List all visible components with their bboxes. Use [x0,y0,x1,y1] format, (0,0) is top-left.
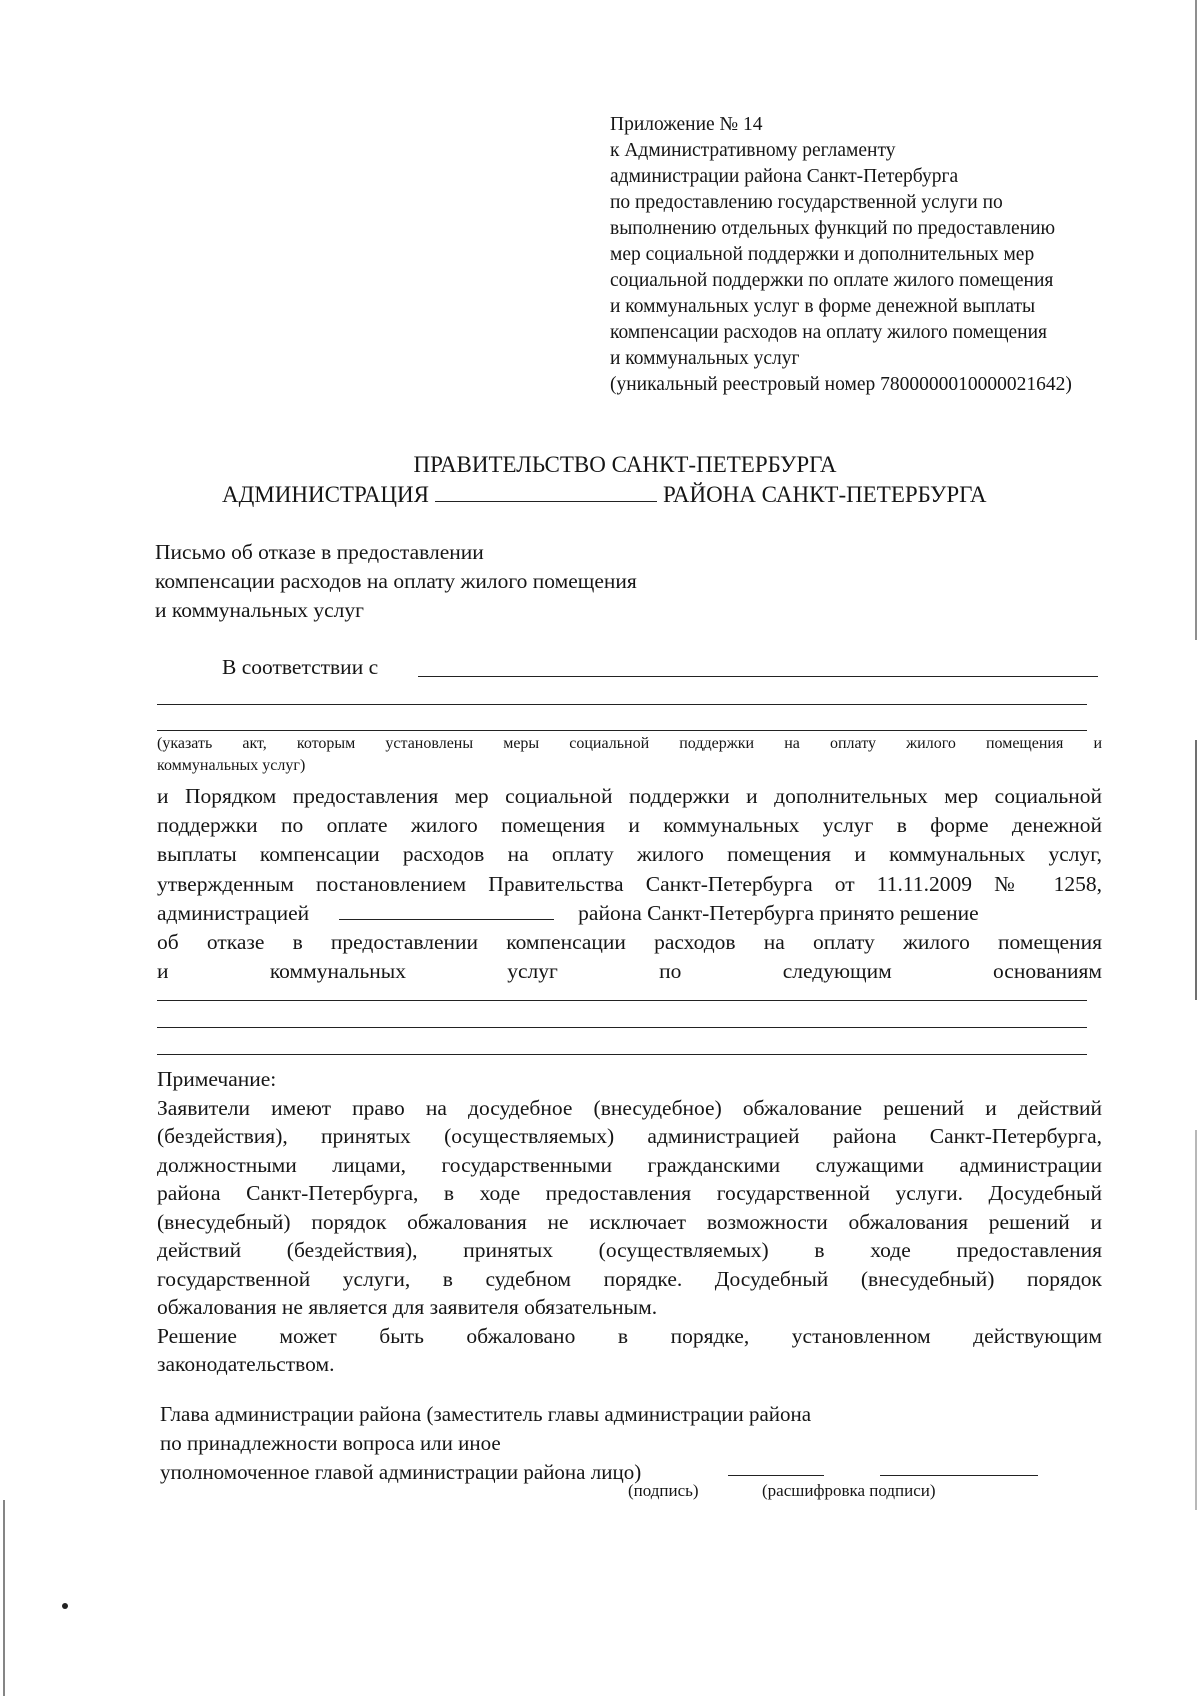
hint-line: (указать акт, которым установлены меры социальной поддержки на оплату жилого помещения и [157,735,1102,752]
note-line: Заявители имеют право на досудебное (внесудебное) обжалование решений и действий [157,1095,1102,1120]
note-line: законодательством. [157,1352,335,1376]
admin-prefix: АДМИНИСТРАЦИЯ [222,482,429,507]
signatory-line: по принадлежности вопроса или иное [160,1431,501,1455]
appendix-header [610,112,1170,398]
accordance-label: В соответствии с [222,655,379,679]
paragraph-line: и коммунальных услуг по следующим основаниям [157,959,1102,984]
letter-title-line: компенсации расходов на оплату жилого помещения [155,569,637,593]
paragraph-line: выплаты компенсации расходов на оплату жилого помещения и коммунальных услуг, [157,842,1102,867]
appendix-line: социальной поддержки по оплате жилого помещения [610,270,1054,291]
appendix-line: Приложение № 14 [610,114,763,135]
name-blank-line[interactable] [880,1475,1038,1476]
letter-title-line: Письмо об отказе в предоставлении [155,540,484,564]
scan-dot-mark [62,1603,68,1609]
grounds-blank-line[interactable] [157,1000,1087,1001]
appendix-line: к Административному регламенту [610,140,896,161]
note-line: должностными лицами, государственными гражданскими служащими администрации [157,1152,1102,1177]
note-line: (внесудебный) порядок обжалования не исключает возможности обжалования решений и [157,1209,1102,1234]
appendix-line: (уникальный реестровый номер 7800000010000021642) [610,374,1072,395]
note-heading: Примечание: [157,1067,277,1091]
admin-word: администрацией [157,900,310,925]
paragraph-line [157,899,1102,928]
hint-line: коммунальных услуг) [157,757,306,774]
act-hint [157,733,1102,777]
signatory-line: уполномоченное главой администрации района лицо) [160,1460,642,1484]
signature-caption: (подпись) [628,1481,699,1500]
act-blank-line[interactable] [418,676,1098,677]
appendix-line: и коммунальных услуг [610,348,800,369]
paragraph-line: об отказе в предоставлении компенсации расходов на оплату жилого помещения [157,929,1102,954]
signature-block [160,1400,1060,1487]
scan-edge-mark [3,1500,5,1696]
decision-paragraph [157,782,1102,986]
scan-edge-mark [1195,1130,1197,1510]
appendix-line: по предоставлению государственной услуги по [610,192,1003,213]
appendix-line: и коммунальных услуг в форме денежной выплаты [610,296,1036,317]
name-caption: (расшифровка подписи) [762,1481,936,1500]
note-line: государственной услуги, в судебном порядке. Досудебный (внесудебный) порядок [157,1266,1102,1291]
grounds-blank-line[interactable] [157,1027,1087,1028]
note-line: района Санкт-Петербурга, в ходе предоставления государственной услуги. Досудебный [157,1181,1102,1205]
scan-edge-mark [1195,0,1197,640]
note-section [157,1065,1102,1379]
act-blank-line[interactable] [157,730,1087,731]
paragraph-line: утвержденным постановлением Правительства Санкт-Петербурга от 11.11.2009 № 1258, [157,871,1102,896]
paragraph-line: и Порядком предоставления мер социальной поддержки и дополнительных мер социальной [157,784,1102,808]
administration-title [222,480,987,510]
letter-title-line: и коммунальных услуг [155,598,364,622]
district-blank-field[interactable] [435,481,657,502]
appendix-line: мер социальной поддержки и дополнительных мер [610,244,1035,265]
district-blank-field[interactable] [339,901,554,920]
act-blank-line[interactable] [157,704,1087,705]
signatory-line: Глава администрации района (заместитель главы администрации района [160,1402,812,1426]
appendix-line: выполнению отдельных функций по предоставлению [610,218,1056,239]
admin-suffix: РАЙОНА САНКТ-ПЕТЕРБУРГА [663,482,987,507]
appendix-line: администрации района Санкт-Петербурга [610,166,959,187]
scan-edge-mark [1195,740,1197,1000]
signature-blank-line[interactable] [728,1475,824,1476]
note-line: (бездействия), принятых (осуществляемых) администрацией района Санкт-Петербурга, [157,1124,1102,1148]
note-line: действий (бездействия), принятых (осуществляемых) в ходе предоставления [157,1238,1102,1262]
letter-title [155,538,637,625]
admin-tail: района Санкт-Петербурга принято решение [578,900,979,925]
paragraph-line: поддержки по оплате жилого помещения и коммунальных услуг в форме денежной [157,813,1102,838]
grounds-blank-line[interactable] [157,1054,1087,1055]
note-line: Решение может быть обжаловано в порядке, установленном действующим [157,1323,1102,1348]
government-title: ПРАВИТЕЛЬСТВО САНКТ-ПЕТЕРБУРГА [413,452,837,477]
note-line: обжалования не является для заявителя обязательным. [157,1295,658,1319]
appendix-line: компенсации расходов на оплату жилого помещения [610,322,1047,343]
